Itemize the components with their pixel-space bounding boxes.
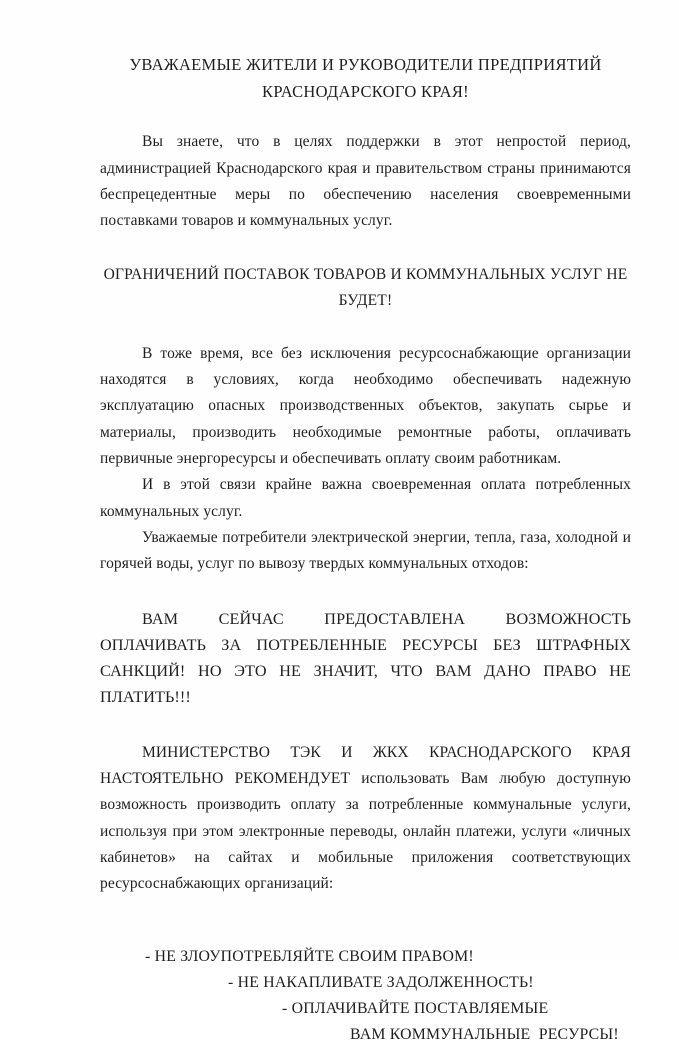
closing-slogans (100, 944, 631, 1048)
slogan-communal-resources: ВАМ КОММУНАЛЬНЫЕ РЕСУРСЫ! (350, 1026, 619, 1044)
title-line-1: УВАЖАЕМЫЕ ЖИТЕЛИ И РУКОВОДИТЕЛИ ПРЕДПРИЯТИЙ (129, 55, 602, 74)
slogan-do-not-accumulate-debt: - НЕ НАКАПЛИВАТЕ ЗАДОЛЖЕННОСТЬ! (228, 973, 534, 991)
paragraph-consumers-address: Уважаемые потребители электрической энергии, тепла, газа, холодной и горячей воды, услуг по вывозу твердых коммунальных отходов: (100, 528, 631, 573)
paragraph-resource-organizations: В тоже время, все без исключения ресурсоснабжающие организации находятся в условиях, когда необходимо обеспечивать надежную эксплуатацию опасных производственных объектов, закупать сырье и материалы, производить необходимые ремонтные работы, оплачивать первичные энергоресурсы и обеспечивать оплату своим работникам. (100, 344, 631, 467)
slogan-pay-for-supplied: - ОПЛАЧИВАЙТЕ ПОСТАВЛЯЕМЫЕ (282, 1000, 549, 1018)
title-line-2: КРАСНОДАРСКОГО КРАЯ! (262, 81, 469, 101)
subheading-no-supply-restrictions: ОГРАНИЧЕНИЙ ПОСТАВОК ТОВАРОВ И КОММУНАЛЬНЫХ УСЛУГ НЕ БУДЕТ! (103, 265, 628, 310)
paragraph-ministry-recommendation: МИНИСТЕРСТВО ТЭК И ЖКХ КРАСНОДАРСКОГО КРАЯ НАСТОЯТЕЛЬНО РЕКОМЕНДУЕТ использовать Вам любую доступную возможность производить оплату за потребленные коммунальные услуги, используя при этом электронные переводы, онлайн платежи, услуги «личных кабинетов» на сайтах и мобильные приложения соответствующих ресурсоснабжающих организаций: (100, 743, 631, 893)
slogan-do-not-abuse-right: - НЕ ЗЛОУПОТРЕБЛЯЙТЕ СВОИМ ПРАВОМ! (145, 947, 474, 965)
paragraph-support-measures: Вы знаете, что в целях поддержки в этот непростой период, администрацией Краснодарского края и правительством страны принимаются беспрецедентные меры по обеспечению населения своевременными поставками товаров и коммунальных услуг. (100, 133, 631, 230)
paragraph-timely-payment: И в этой связи крайне важна своевременная оплата потребленных коммунальных услуг. (100, 476, 631, 520)
paragraph-payment-opportunity-notice: ВАМ СЕЙЧАС ПРЕДОСТАВЛЕНА ВОЗМОЖНОСТЬ ОПЛАЧИВАТЬ ЗА ПОТРЕБЛЕННЫЕ РЕСУРСЫ БЕЗ ШТРАФНЫХ САНКЦИЙ! НО ЭТО НЕ ЗНАЧИТ, ЧТО ВАМ ДАНО ПРАВО НЕ ПЛАТИТЬ!!! (100, 609, 631, 707)
document-title (100, 52, 631, 105)
